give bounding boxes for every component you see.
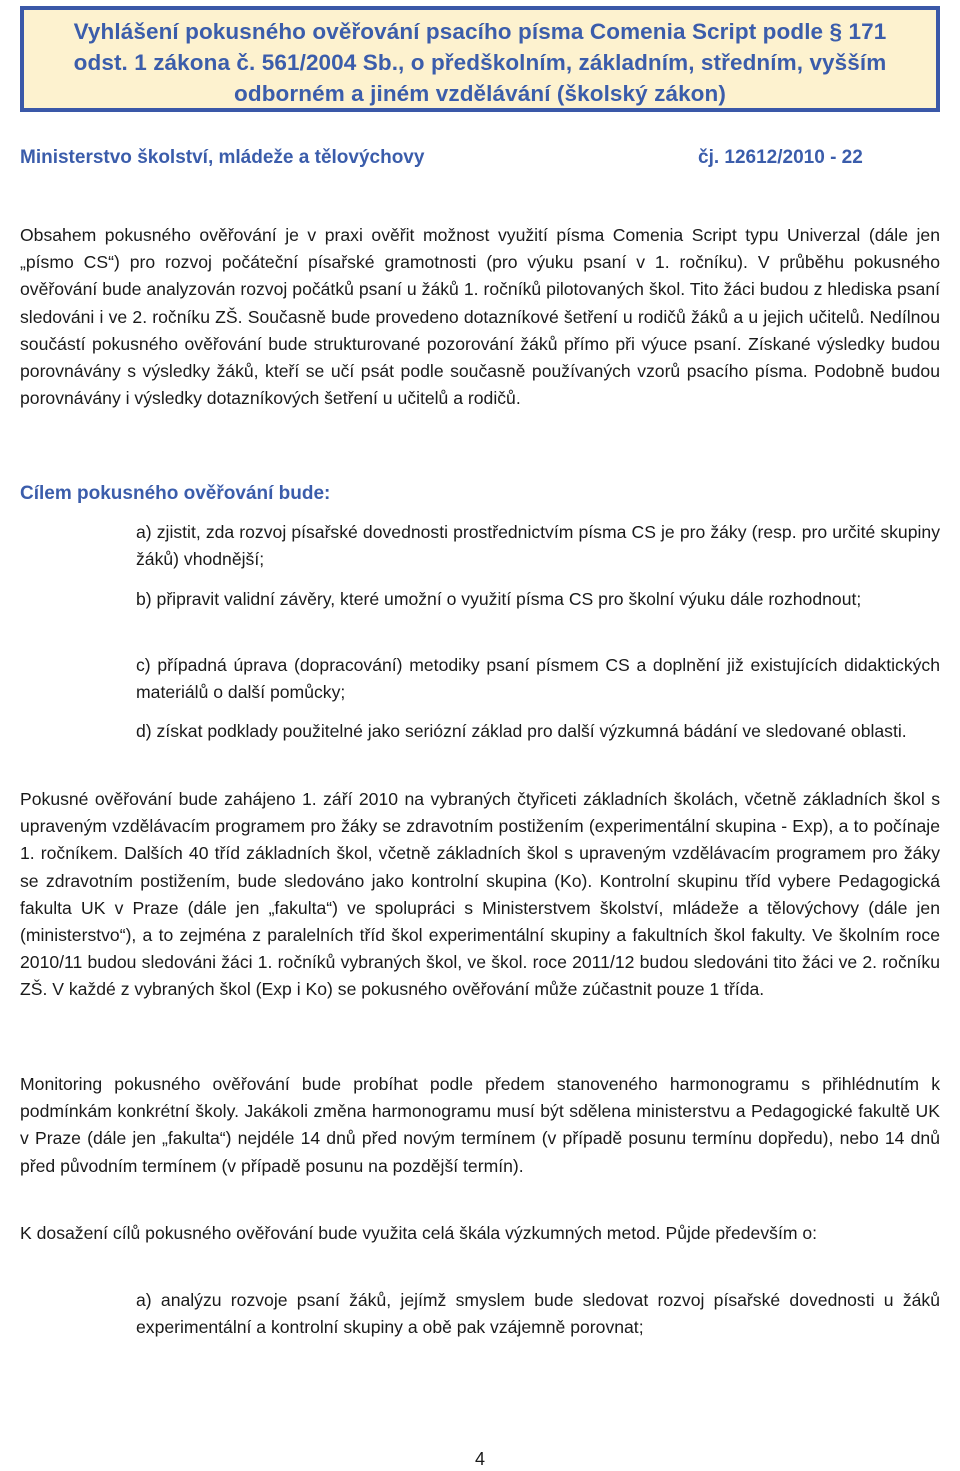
goal-item-c: c) případná úprava (dopracování) metodiky psaní písmem CS a doplnění již existujících didaktických materiálů o další pomůcky; xyxy=(136,655,940,703)
intro-paragraph: Obsahem pokusného ověřování je v praxi ověřit možnost využití písma Comenia Script typu Univerzal (dále jen „písmo CS“) pro rozvoj počáteční písařské gramotnosti (pro výuku psaní v 1. ročníku). V průběhu pokusného ověřování bude analyzován rozvoj počátků psaní u žáků 1. ročníků pilotovaných škol. Tito žáci budou z hlediska psaní sledováni i ve 2. ročníku ZŠ. Současně bude provedeno dotazníkové šetření u rodičů žáků a u jejich učitelů. Nedílnou součástí pokusného ověřování bude strukturované pozorování žáků přímo při výuce psaní. Získané výsledky budou porovnávány s výsledky žáků, kteří se učí psát podle současně používaných vzorů psacího písma. Podobně budou porovnávány i výsledky dotazníkových šetření u učitelů a rodičů. xyxy=(20,225,940,409)
title-line-3: odborném a jiném vzdělávání (školský zákon) xyxy=(234,81,726,106)
goal-item-b: b) připravit validní závěry, které umožní o využití písma CS pro školní výuku dále rozhodnout; xyxy=(136,589,862,609)
title-box xyxy=(20,6,940,112)
reference-number: čj. 12612/2010 - 22 xyxy=(698,147,863,168)
goal-item-d: d) získat podklady použitelné jako seriózní základ pro další výzkumná bádání ve sledované oblasti. xyxy=(136,721,907,741)
start-paragraph: Pokusné ověřování bude zahájeno 1. září 2010 na vybraných čtyřiceti základních školách, včetně základních škol s upraveným vzdělávacím programem pro žáky se zdravotním postižením (experimentální skupina - Exp), a to počínaje 1. ročníkem. Dalších 40 tříd základních škol, včetně základních škol s upraveným vzdělávacím programem pro žáky se zdravotním postižením, bude sledováno jako kontrolní skupina (Ko). Kontrolní skupinu tříd vybere Pedagogická fakulta UK v Praze (dále jen „fakulta“) ve spolupráci s Ministerstvem školství, mládeže a tělovýchovy (dále jen (ministerstvo“), a to zejména z paralelních tříd škol experimentální skupiny a fakultních škol fakulty. Ve školním roce 2010/11 budou sledováni žáci 1. ročníků vybraných škol, ve škol. roce 2011/12 budou sledováni tito žáci ve 2. ročníku ZŠ. V každé z vybraných škol (Exp i Ko) se pokusného ověřování může zúčastnit pouze 1 třída. xyxy=(20,789,940,1000)
goal-item-a: a) zjistit, zda rozvoj písařské dovednosti prostřednictvím písma CS je pro žáky (resp. pro určité skupiny žáků) vhodnější; xyxy=(136,522,940,570)
title-line-2: odst. 1 zákona č. 561/2004 Sb., o předškolním, základním, středním, vyšším xyxy=(73,50,887,75)
methods-paragraph: K dosažení cílů pokusného ověřování bude využita celá škála výzkumných metod. Půjde především o: xyxy=(20,1223,818,1243)
meta-line xyxy=(20,145,940,173)
monitoring-paragraph: Monitoring pokusného ověřování bude probíhat podle předem stanoveného harmonogramu s přihlédnutím k podmínkám konkrétní školy. Jakákoli změna harmonogramu musí být sdělena ministerstvu a Pedagogické fakultě UK v Praze (dále jen „fakulta“) nejdéle 14 dnů před novým termínem (v případě posunu termínu dopředu), nebo 14 dnů před původním termínem (v případě posunu na pozdější termín). xyxy=(20,1074,940,1176)
ministry-name: Ministerstvo školství, mládeže a tělovýchovy xyxy=(20,147,425,168)
title-line-1: Vyhlášení pokusného ověřování psacího písma Comenia Script podle § 171 xyxy=(73,19,887,44)
method-item-a: a) analýzu rozvoje psaní žáků, jejímž smyslem bude sledovat rozvoj písařské dovednosti u žáků experimentální a kontrolní skupiny a obě pak vzájemně porovnat; xyxy=(136,1290,940,1338)
goals-heading: Cílem pokusného ověřování bude: xyxy=(20,483,331,504)
page-number: 4 xyxy=(474,1449,485,1469)
